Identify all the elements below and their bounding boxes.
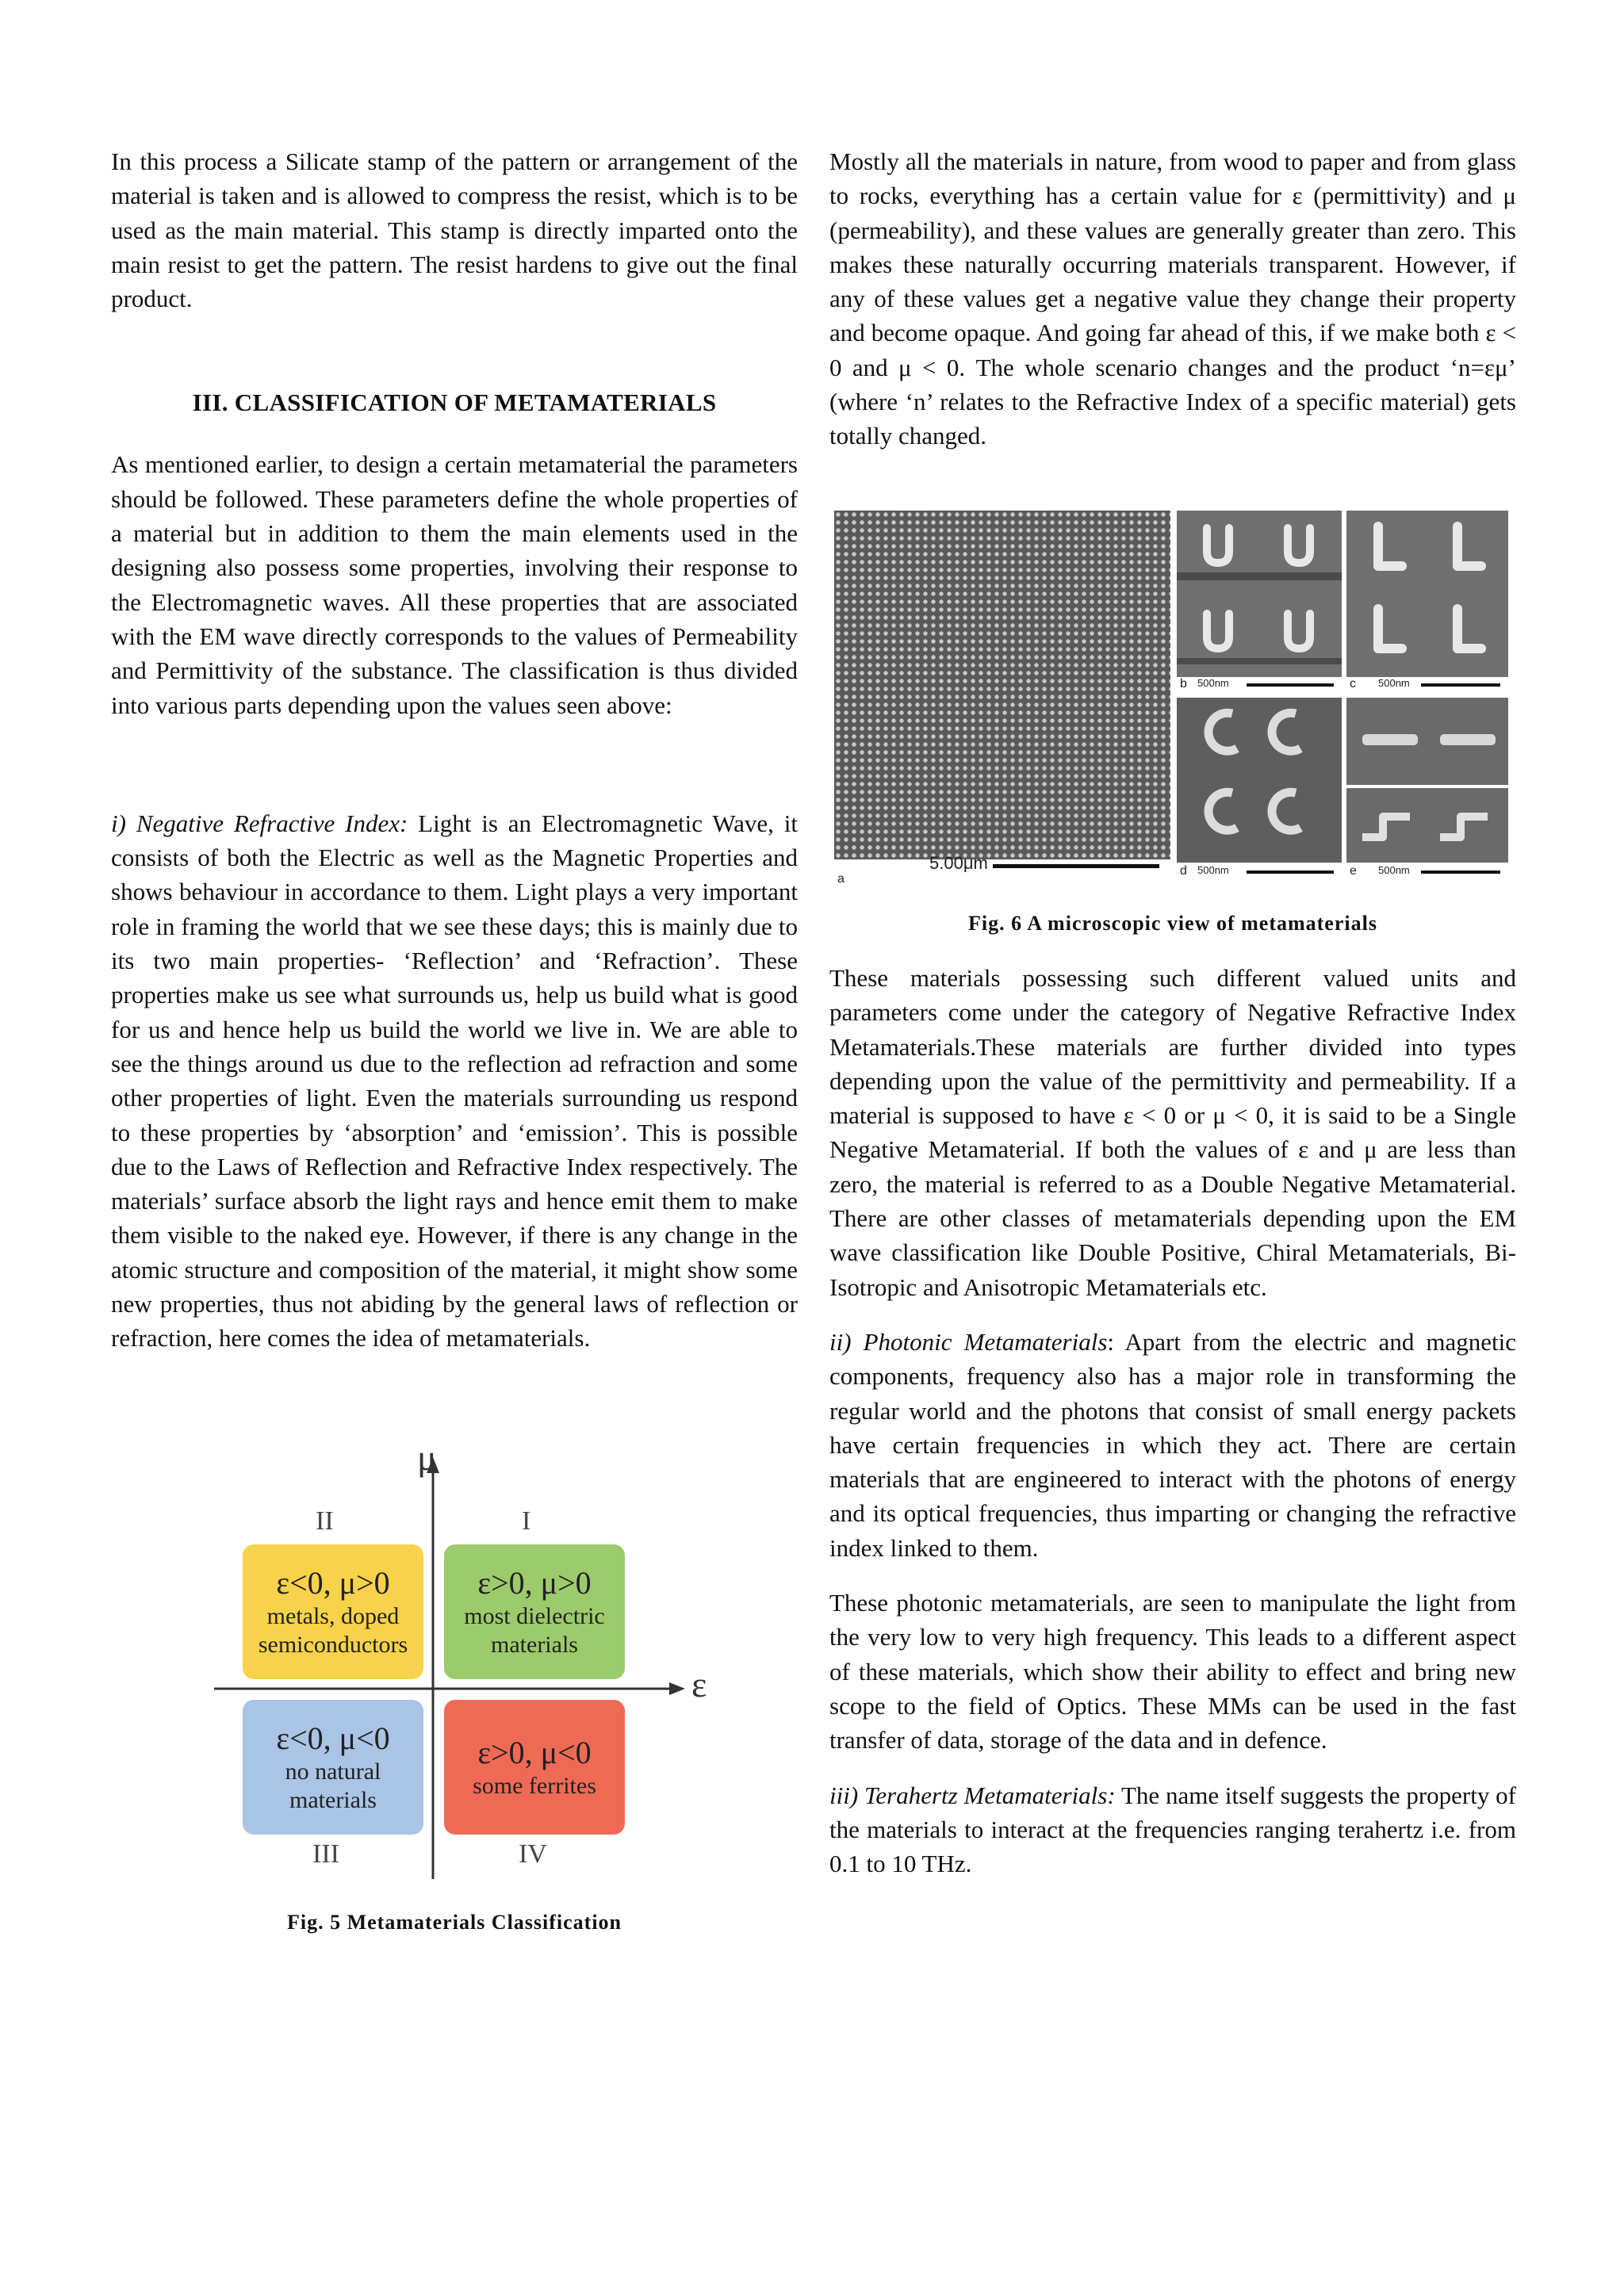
paragraph-photonic-metamaterials — [829, 1325, 1516, 1565]
panel-b-scalebar — [1247, 683, 1334, 687]
quadrant-i-desc-line2: materials — [491, 1632, 578, 1658]
panel-e-bars-image — [1346, 698, 1508, 785]
paragraph-negative-refractive-index — [111, 806, 798, 1356]
quadrant-iii-desc-line1: no natural — [285, 1758, 381, 1785]
quadrant-iv-box — [444, 1700, 625, 1835]
quadrant-ii-desc-line1: metals, doped — [266, 1603, 400, 1629]
quadrant-iii-box — [243, 1700, 423, 1835]
panel-e-zigzag-image — [1346, 788, 1508, 863]
section-heading-classification: III. CLASSIFICATION OF METAMATERIALS — [192, 388, 717, 417]
bar-shape-icons — [1346, 698, 1508, 785]
quadrant-i-label: I — [522, 1506, 531, 1536]
quadrant-iv-condition: ε>0, μ<0 — [477, 1735, 592, 1770]
subsection-heading-terahertz: iii) Terahertz Metamaterials: — [829, 1781, 1116, 1809]
subsection-heading-photonic: ii) Photonic Metamaterials — [829, 1327, 1108, 1356]
quadrant-iii-label: III — [312, 1839, 339, 1869]
figure-metamaterial-classification — [206, 1437, 714, 1895]
quadrant-iii-desc-line2: materials — [289, 1787, 377, 1813]
panel-c-l-shapes-image — [1346, 511, 1508, 677]
quadrant-ii-label: II — [316, 1506, 334, 1536]
paragraph-terahertz-metamaterials — [829, 1778, 1516, 1881]
paragraph-classification-intro: As mentioned earlier, to design a certain metamaterial the parameters should be followed. These parameters define the whole properties of a material but in addition to them the main elements used in the designing also possess some properties, involving their response to the Electromagnetic waves. All these properties that are associated with the EM wave directly corresponds to the values of Permeability and Permittivity of the substance. The classification is thus divided into various parts depending upon the values seen above: — [111, 450, 798, 719]
panel-b-scale-text: 500nm — [1197, 677, 1229, 689]
figure-6-caption: Fig. 6 A microscopic view of metamaterials — [968, 912, 1377, 935]
paragraph-stamp-process: In this process a Silicate stamp of the pattern or arrangement of the material is taken and is allowed to compress the resist, which is to be used as the main material. This stamp is directly imparted onto the main resist to get the pattern. The resist hardens to give out the final product. — [111, 147, 798, 313]
paragraph-nri-metamaterials: These materials possessing such different valued units and parameters come under the category of Negative Refractive Index Metamaterials.These materials are further divided into types depending upon the value of the permittivity and permeability. If a material is supposed to have ε < 0 or μ < 0, it is said to be a Single Negative Metamaterial. If both the values of ε and μ are less than zero, the material is referred to as a Double Negative Metamaterial. There are other classes of metamaterials depending upon the EM wave classification like Double Positive, Chiral Metamaterials, Bi-Isotropic and Anisotropic Metamaterials etc. — [829, 964, 1516, 1301]
left-column — [111, 144, 798, 1356]
panel-d-split-rings-image — [1177, 698, 1342, 863]
quadrant-iv-label: IV — [519, 1839, 547, 1869]
panel-a-scale-text: 5.00μm — [929, 853, 988, 873]
quadrant-i-box — [444, 1544, 625, 1679]
figure-microscopic-view — [834, 511, 1508, 893]
right-column-bottom — [829, 961, 1516, 1881]
mu-axis-label: μ — [417, 1437, 437, 1478]
epsilon-axis-label: ε — [691, 1664, 707, 1705]
panel-d-scale-text: 500nm — [1197, 864, 1229, 876]
nri-body-text: Light is an Electromagnetic Wave, it consists of both the Electric as well as the Magnetic Properties and shows behaviour in accordance to them. Light plays a very important role in framing the world that we see these days; this is mainly due to its two main properties- ‘Reflection’ and ‘Refraction’. These properties make us see what surrounds us, help us build what is good for us and hence help us build the world we live in. We are able to see the things around us due to the reflection ad refraction and some other properties of light. Even the materials surrounding us respond to these properties by ‘absorption’ and ‘emission’. This is possible due to the Laws of Reflection and Refractive Index respectively. The materials’ surface absorb the light rays and hence emit them to make them visible to the naked eye. However, if there is any change in the atomic structure and composition of the material, it might show some new properties, thus not abiding by the general laws of reflection or refraction, here comes the idea of metamaterials. — [111, 809, 798, 1353]
quadrant-ii-box — [243, 1544, 423, 1679]
panel-a-array-image — [834, 511, 1170, 859]
panel-c-label: c — [1350, 677, 1356, 691]
right-column-top — [829, 144, 1516, 453]
paragraph-natural-materials: Mostly all the materials in nature, from wood to paper and from glass to rocks, everything has a certain value for ε (permittivity) and μ (permeability), and these values are generally greater than zero. This makes these naturally occurring materials transparent. However, if any of these values get a negative value they change their property and become opaque. And going far ahead of this, if we make both ε < 0 and μ < 0. The whole scenario changes and the product ‘n=εμ’ (where ‘n’ relates to the Refractive Index of a specific material) gets totally changed. — [829, 147, 1516, 450]
split-ring-icons — [1177, 698, 1342, 863]
quadrant-iv-desc-line1: some ferrites — [473, 1773, 596, 1799]
subsection-heading-nri: i) Negative Refractive Index: — [111, 809, 408, 837]
quadrant-ii-condition: ε<0, μ>0 — [276, 1565, 390, 1601]
panel-c-scalebar — [1421, 683, 1500, 687]
terahertz-body-text: The name itself suggests the property of the materials to interact at the frequencies ranging terahertz i.e. from 0.1 to 10 THz. — [829, 1781, 1516, 1878]
panel-a-scalebar — [993, 864, 1159, 868]
panel-d-scalebar — [1247, 871, 1334, 874]
quadrant-iii-condition: ε<0, μ<0 — [276, 1720, 390, 1756]
panel-a-label: a — [837, 872, 845, 886]
panel-e-label: e — [1350, 864, 1357, 878]
quadrant-i-condition: ε>0, μ>0 — [477, 1565, 592, 1601]
panel-d-label: d — [1180, 864, 1187, 878]
figure-5-caption: Fig. 5 Metamaterials Classification — [286, 1911, 622, 1934]
u-shape-icons — [1177, 511, 1342, 677]
quadrant-i-desc-line1: most dielectric — [464, 1603, 605, 1629]
panel-e-scale-text: 500nm — [1378, 864, 1410, 876]
quadrant-ii-desc-line2: semiconductors — [258, 1632, 408, 1658]
l-shape-icons — [1346, 511, 1508, 677]
zigzag-shape-icons — [1346, 788, 1508, 863]
panel-b-label: b — [1180, 677, 1187, 691]
photonic-body-text: : Apart from the electric and magnetic components, frequency also has a major role in transforming the regular world and the photons that consist of small energy packets have certain frequencies in which they act. There are certain materials that are engineered to interact with the photons of energy and its optical frequencies, thus imparting or changing the refractive index linked to them. — [829, 1327, 1516, 1562]
panel-c-scale-text: 500nm — [1378, 677, 1410, 689]
panel-e-scalebar — [1421, 871, 1500, 874]
paragraph-photonic-applications: These photonic metamaterials, are seen to manipulate the light from the very low to very high frequency. This leads to a different aspect of these materials, which show their ability to effect and bring new scope to the field of Optics. These MMs can be used in the fast transfer of data, storage of the data and in defence. — [829, 1589, 1516, 1755]
panel-b-u-shapes-image — [1177, 511, 1342, 677]
